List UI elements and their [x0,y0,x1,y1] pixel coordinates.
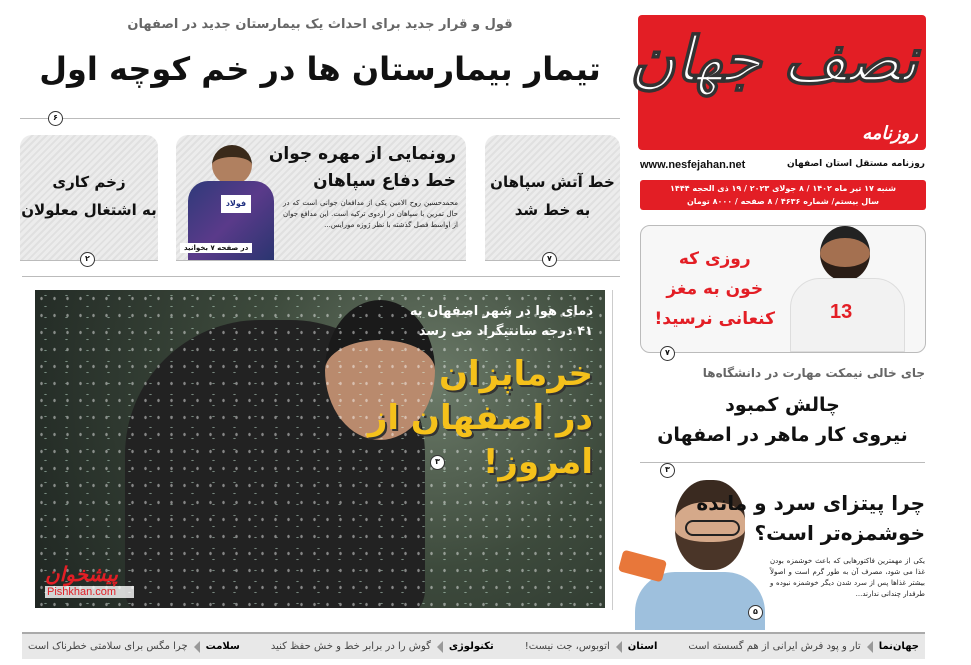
lead-kicker: قول و قرار جدید برای احداث یک بیمارستان جدید در اصفهان [127,17,513,32]
page-number: ۷ [660,346,675,361]
bottom-item[interactable]: اتوبوس، جت نیست! [524,641,610,652]
skills-kicker: جای خالی نیمکت مهارت در دانشگاه‌ها [702,366,925,380]
pizza-slice-icon [618,550,667,583]
jersey-number: 13 [830,301,853,323]
story-line: رونمایی از مهره جوان [268,144,456,164]
heatwave-photo[interactable] [35,290,605,608]
read-more-label[interactable]: در صفحه ۷ بخوانید [180,243,252,253]
bottom-item[interactable]: تار و پود فرش ایرانی از هم گسسته است [688,641,861,652]
story-body: محمدحسین روح الامین یکی از مدافعان جوانی است که در حال تمرین با سپاهان در اردوی ترکیه است. این مدافع جوان از اواسط فصل گذشته با نظر ژوزه مورایس... [283,199,458,229]
bottom-item[interactable]: گوش را در برابر خط و خش حفظ کنید [270,641,431,652]
tagline: روزنامه مستقل استان اصفهان [787,159,925,169]
bottom-category[interactable]: استان [627,641,658,652]
photo-headline: خرماپزان [438,354,593,394]
story-line: خط دفاع سپاهان [313,171,456,191]
story-line: خط آتش سپاهان [490,173,615,191]
page-number: ۶ [48,111,63,126]
skills-headline[interactable]: چالش کمبود [725,394,840,416]
jersey-sponsor: فولاد [221,195,251,213]
story-line: خون به مغز [666,279,764,299]
story-line: کنعانی نرسید! [654,309,775,329]
watermark-logo: پیشخوان [45,562,118,586]
divider [20,118,620,119]
date-bar [640,180,926,210]
player-photo [785,226,915,352]
skills-headline[interactable]: نیروی کار ماهر در اصفهان [657,424,908,446]
watermark-url: Pishkhan.com [45,586,134,598]
pishkhan-watermark [45,562,134,598]
bottom-category[interactable]: سلامت [205,641,240,652]
photo-kicker: ۴۱ درجه سانتیگراد می رسد [418,324,593,339]
page-number: ۲ [80,252,95,267]
divider [22,276,620,277]
logo-sub: روزنامه [862,123,918,144]
page-number: ۳ [660,463,675,478]
story-box-kanani[interactable] [640,225,926,353]
lead-headline[interactable]: تیمار بیمارستان ها در خم کوچه اول [39,50,601,88]
bottom-category[interactable]: تکنولوژی [448,641,494,652]
date-line: شنبه ۱۷ تیر ماه ۱۴۰۲ / ۸ جولای ۲۰۲۳ / ۱۹ ذی الحجه ۱۴۴۴ [670,184,896,193]
story-line: به خط شد [514,201,591,219]
issue-line: سال بیستم/ شماره ۴۶۳۶ / ۸ صفحه / ۸۰۰۰ تومان [686,197,880,206]
photo-headline: امروز! [482,442,593,482]
divider [640,462,925,463]
story-line: زخم کاری [52,173,126,191]
photo-kicker: دمای هوا در شهر اصفهان به [409,304,593,319]
pizza-headline[interactable]: خوشمزه‌تر است؟ [754,521,925,545]
bottom-category[interactable]: جهان‌نما [878,641,919,652]
story-box-employment[interactable] [20,135,158,260]
arrow-icon [437,641,443,653]
photo-headline: در اصفهان از [367,398,593,438]
arrow-icon [867,641,873,653]
logo-text: نصف جهان [629,23,918,96]
story-line: روزی که [678,249,751,269]
page-number: ۵ [748,605,763,620]
arrow-icon [194,641,200,653]
arrow-icon [616,641,622,653]
divider [176,260,466,261]
pizza-body: یکی از مهمترین فاکتورهایی که باعث خوشمزه بودن غذا می شود، مصرف آن به طور گرم است و اصولاً بیشتر غذاها پس از سرد شدن دیگر خوشمزه نبوده و طرفدار چندانی ندارند... [770,557,925,598]
masthead-logo [629,15,926,150]
website-url[interactable]: www.nesfejahan.net [640,159,746,171]
page-number: ۳ [430,455,445,470]
story-box-sepahan-attack[interactable] [485,135,620,260]
bottom-news-bar [22,632,925,659]
story-box-sepahan-defender[interactable] [176,135,466,260]
pizza-headline[interactable]: چرا پیتزای سرد و مانده [696,491,925,515]
page-number: ۷ [542,252,557,267]
story-line: به اشتغال معلولان [21,201,157,219]
bottom-item[interactable]: چرا مگس برای سلامتی خطرناک است [28,641,188,652]
